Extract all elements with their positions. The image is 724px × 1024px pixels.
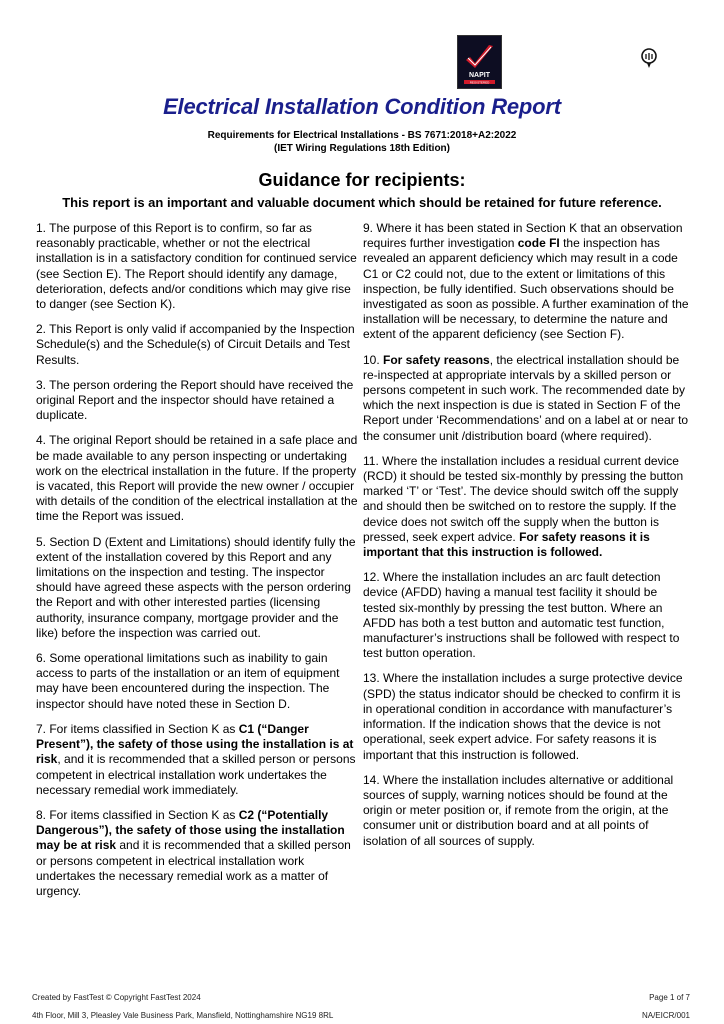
footer-page-number: Page 1 of 7 — [649, 993, 690, 1002]
paragraph-text: , the electrical installation should be re-inspected at appropriate intervals by a skilled person or persons competent in such work. The recommended date by which the next inspection is due is stated in Section F of the Report under ‘Recommendations’ and on a label at or near to the consumer unit /distribution board (where required). — [363, 352, 689, 443]
logo-subtext: REGISTERED — [469, 80, 490, 85]
guidance-paragraph — [36, 535, 361, 641]
paragraph-text: 8. For items classified in Section K as — [36, 807, 239, 822]
paragraph-text: , and it is recommended that a skilled person or persons competent in electrical installation work undertakes the necessary remedial work immediately. — [36, 752, 356, 797]
guidance-paragraph — [363, 671, 689, 762]
paragraph-text: 1. The purpose of this Report is to confirm, so far as reasonably practicable, whether or not the electrical installation is in a satisfactory condition for continued service (see Section E). The Report should identify any damage, deterioration, defects and/or conditions which may give rise to danger (see Section K). — [36, 221, 357, 312]
paragraph-text: 4. The original Report should be retained in a safe place and be made available to any person inspecting or undertaking work on the electrical installation in the future. If the property is vacated, this Report will provide the new owner / occupier with details of the condition of the electrical installation at the time the Report was issued. — [36, 433, 358, 524]
footer-address: 4th Floor, Mill 3, Pleasley Vale Business Park, Mansfield, Nottinghamshire NG19 8RL — [32, 1011, 334, 1020]
page-title: Electrical Installation Condition Report — [163, 94, 561, 119]
paragraph-text: 12. Where the installation includes an arc fault detection device (AFDD) having a manual test facility it should be tested six-monthly by pressing the test button. Where an AFDD has both a test button and automatic test function, manufacturer’s instructions shall be followed with respect to test button operation. — [363, 570, 680, 661]
guidance-paragraph — [363, 353, 689, 444]
left-column — [36, 221, 361, 909]
guidance-paragraph — [36, 433, 361, 524]
guidance-paragraph — [363, 570, 689, 661]
paragraph-text: 2. This Report is only valid if accompanied by the Inspection Schedule(s) and the Schedule(s) of Circuit Details and Test Results. — [36, 322, 355, 367]
section-heading: Guidance for recipients: — [258, 170, 466, 190]
standard-reference: Requirements for Electrical Installations - BS 7671:2018+A2:2022 — [207, 130, 517, 141]
guidance-paragraph — [36, 651, 361, 712]
important-notice: This report is an important and valuable document which should be retained for future reference. — [62, 195, 662, 210]
guidance-paragraph — [363, 221, 689, 343]
footer-created: Created by FastTest © Copyright FastTest 2024 — [32, 993, 201, 1002]
bold-text: C2 (“Potentially Dangerous”), the safety of those using the installation may be at risk — [36, 807, 345, 853]
regulations-edition: (IET Wiring Regulations 18th Edition) — [273, 143, 450, 154]
paragraph-text: 3. The person ordering the Report should have received the original Report and the inspector should have retained a duplicate. — [36, 377, 354, 423]
accessibility-icon — [640, 47, 658, 69]
paragraph-text: and it is recommended that a skilled person or persons competent in electrical installation work undertakes the necessary remedial work as a matter of urgency. — [36, 838, 351, 898]
bold-text: code FI — [517, 236, 560, 251]
paragraph-text: 5. Section D (Extent and Limitations) should identify fully the extent of the installation covered by this Report and any limitations on the inspection and testing. The inspector should have agreed these aspects with the person ordering the Report and with other interested parties (licensing authority, insurance company, mortgage provider and the like) before the inspection was carried out. — [36, 534, 356, 640]
paragraph-text: 13. Where the installation includes a surge protective device (SPD) the status indicator should be checked to confirm it is in operational condition in accordance with manufacturer’s information. If the indication shows that the device is not operational, seek expert advice. For safety reasons it is important that this instruction is followed. — [363, 671, 683, 762]
guidance-paragraph — [36, 322, 361, 368]
guidance-paragraph — [36, 378, 361, 424]
guidance-paragraph — [363, 454, 689, 560]
paragraph-text: 7. For items classified in Section K as — [36, 721, 239, 736]
footer-document-code: NA/EICR/001 — [641, 1011, 690, 1020]
paragraph-text: 14. Where the installation includes alternative or additional sources of supply, warning notices should be found at the origin or meter position or, if remote from the origin, at the consumer unit or distribution board and at all points of isolation of all sources of supply. — [363, 772, 674, 848]
guidance-paragraph — [363, 773, 689, 849]
paragraph-text: 11. Where the installation includes a residual current device (RCD) it should be tested six-monthly by pressing the button marked ‘T’ or ‘Test’. The device should switch off the supply and should then be switched on to restore the supply. If the device does not switch off the supply when the button is pressed, seek expert advice. — [363, 453, 684, 544]
bold-text: For safety reasons — [383, 352, 490, 367]
guidance-paragraph — [36, 808, 361, 899]
paragraph-text: 6. Some operational limitations such as inability to gain access to parts of the installation or an item of equipment may have been encountered during the inspection. The inspector should have noted these in Section D. — [36, 651, 340, 711]
right-column — [363, 221, 689, 859]
napit-logo — [457, 35, 502, 89]
guidance-paragraph — [36, 722, 361, 798]
guidance-paragraph — [36, 221, 361, 312]
paragraph-text: the inspection has revealed an apparent deficiency which may result in a code C1 or C2 could not, due to the extent or limitations of this inspection, be fully identified. Such observations should be investigated as soon as possible. A further examination of the installation will be necessary, to determine the nature and extent of the apparent deficiency (see Section F). — [363, 236, 689, 342]
bold-text: For safety reasons it is important that this instruction is followed. — [363, 529, 650, 560]
paragraph-text: 9. Where it has been stated in Section K that an observation requires further investigation — [363, 221, 683, 251]
logo-text: NAPIT — [469, 72, 490, 79]
paragraph-text: 10. — [363, 352, 384, 367]
bold-text: C1 (“Danger Present”), the safety of those using the installation is at risk — [36, 721, 354, 767]
